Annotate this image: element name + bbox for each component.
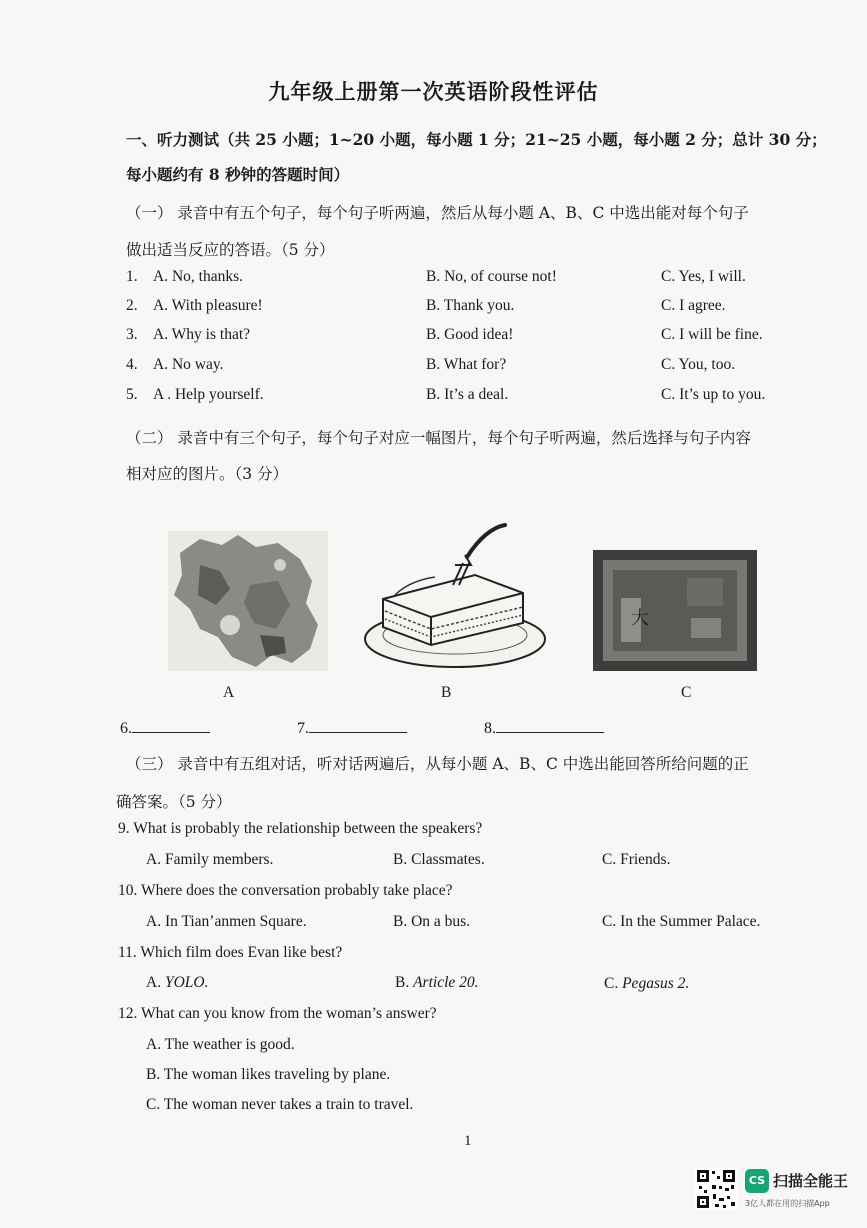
option-prefix: C. xyxy=(604,975,623,992)
question-9-option-b: B. Classmates. xyxy=(393,851,485,868)
answer-blank-8[interactable] xyxy=(484,718,604,738)
blank-number: 7. xyxy=(297,720,309,737)
svg-text:大: 大 xyxy=(631,608,649,629)
question-number: 1. xyxy=(126,268,138,285)
blank-number: 6. xyxy=(120,720,132,737)
option-b: B. Good idea! xyxy=(426,326,514,343)
film-title: Pegasus 2. xyxy=(622,975,690,992)
section-1-header-line2: 每小题约有 8 秒钟的答题时间） xyxy=(126,165,350,184)
answer-blank-7[interactable] xyxy=(297,718,407,738)
page-number: 1 xyxy=(464,1133,472,1149)
picture-label-a: A xyxy=(223,684,235,701)
film-title: Article 20. xyxy=(413,974,479,991)
question-11-option-c xyxy=(604,975,689,993)
question-12-option-c: C. The woman never takes a train to travel. xyxy=(146,1096,414,1113)
option-c: C. You, too. xyxy=(661,356,736,373)
question-12-stem: 12. What can you know from the woman’s answer? xyxy=(118,1005,437,1022)
option-prefix: B. xyxy=(395,974,414,991)
option-prefix: A. xyxy=(146,974,165,991)
option-b: B. What for? xyxy=(426,356,507,373)
option-c: C. I will be fine. xyxy=(661,326,763,343)
part-2-instruction-line1: （二） 录音中有三个句子，每个句子对应一幅图片，每个句子听两遍，然后选择与句子内容 xyxy=(126,429,751,447)
option-b: B. It’s a deal. xyxy=(426,386,509,403)
part-3-instruction-line2: 确答案。（5 分） xyxy=(116,793,232,811)
question-number: 5. xyxy=(126,386,138,403)
picture-label-c: C xyxy=(681,684,692,701)
option-c: C. Yes, I will. xyxy=(661,268,746,285)
qr-code-icon xyxy=(695,1168,737,1214)
question-11-option-b xyxy=(395,974,479,992)
movie-poster-icon xyxy=(591,548,759,677)
question-11-option-a xyxy=(146,974,208,992)
option-a: A. With pleasure! xyxy=(153,297,263,314)
question-9-option-a: A. Family members. xyxy=(146,851,274,868)
question-10-option-c: C. In the Summer Palace. xyxy=(602,913,761,930)
option-b: B. Thank you. xyxy=(426,297,515,314)
part-3-instruction-line1: （三） 录音中有五组对话，听对话两遍后，从每小题 A、B、C 中选出能回答所给问题的正 xyxy=(126,755,749,773)
option-c: C. I agree. xyxy=(661,297,726,314)
option-a: A. No, thanks. xyxy=(153,268,243,285)
answer-blank-6[interactable] xyxy=(120,718,210,738)
question-9-stem: 9. What is probably the relationship between the speakers? xyxy=(118,820,483,837)
question-12-option-b: B. The woman likes traveling by plane. xyxy=(146,1066,391,1083)
question-9-option-c: C. Friends. xyxy=(602,851,671,868)
part-1-instruction-line2: 做出适当反应的答语。（5 分） xyxy=(126,241,335,259)
map-of-china-icon xyxy=(160,525,332,679)
scanner-app-name: 扫描全能王 xyxy=(773,1172,849,1190)
option-a: A. No way. xyxy=(153,356,224,373)
question-11-stem: 11. Which film does Evan like best? xyxy=(118,944,343,961)
part-1-instruction-line1: （一） 录音中有五个句子，每个句子听两遍，然后从每小题 A、B、C 中选出能对每个句子 xyxy=(126,204,749,222)
page-title: 九年级上册第一次英语阶段性评估 xyxy=(268,79,599,104)
section-1-header-line1: 一、听力测试（共 25 小题；1~20 小题，每小题 1 分；21~25 小题，每小题 2 分；总计 30 分； xyxy=(126,130,827,149)
camscanner-logo-icon: CS xyxy=(745,1169,769,1193)
question-10-option-b: B. On a bus. xyxy=(393,913,471,930)
question-number: 4. xyxy=(126,356,138,373)
scanner-app-tagline: 3亿人都在用的扫描App xyxy=(745,1199,830,1208)
film-title: YOLO. xyxy=(164,974,209,991)
question-12-option-a: A. The weather is good. xyxy=(146,1036,295,1053)
question-number: 2. xyxy=(126,297,138,314)
part-2-instruction-line2: 相对应的图片。（3 分） xyxy=(126,465,289,483)
question-10-stem: 10. Where does the conversation probably take place? xyxy=(118,882,453,899)
blank-number: 8. xyxy=(484,720,496,737)
option-c: C. It’s up to you. xyxy=(661,386,766,403)
question-10-option-a: A. In Tian’anmen Square. xyxy=(146,913,307,930)
option-a: A . Help yourself. xyxy=(153,386,264,403)
option-b: B. No, of course not! xyxy=(426,268,557,285)
question-number: 3. xyxy=(126,326,138,343)
option-a: A. Why is that? xyxy=(153,326,251,343)
picture-label-b: B xyxy=(441,684,452,701)
cake-slice-with-fork-icon xyxy=(355,519,555,678)
